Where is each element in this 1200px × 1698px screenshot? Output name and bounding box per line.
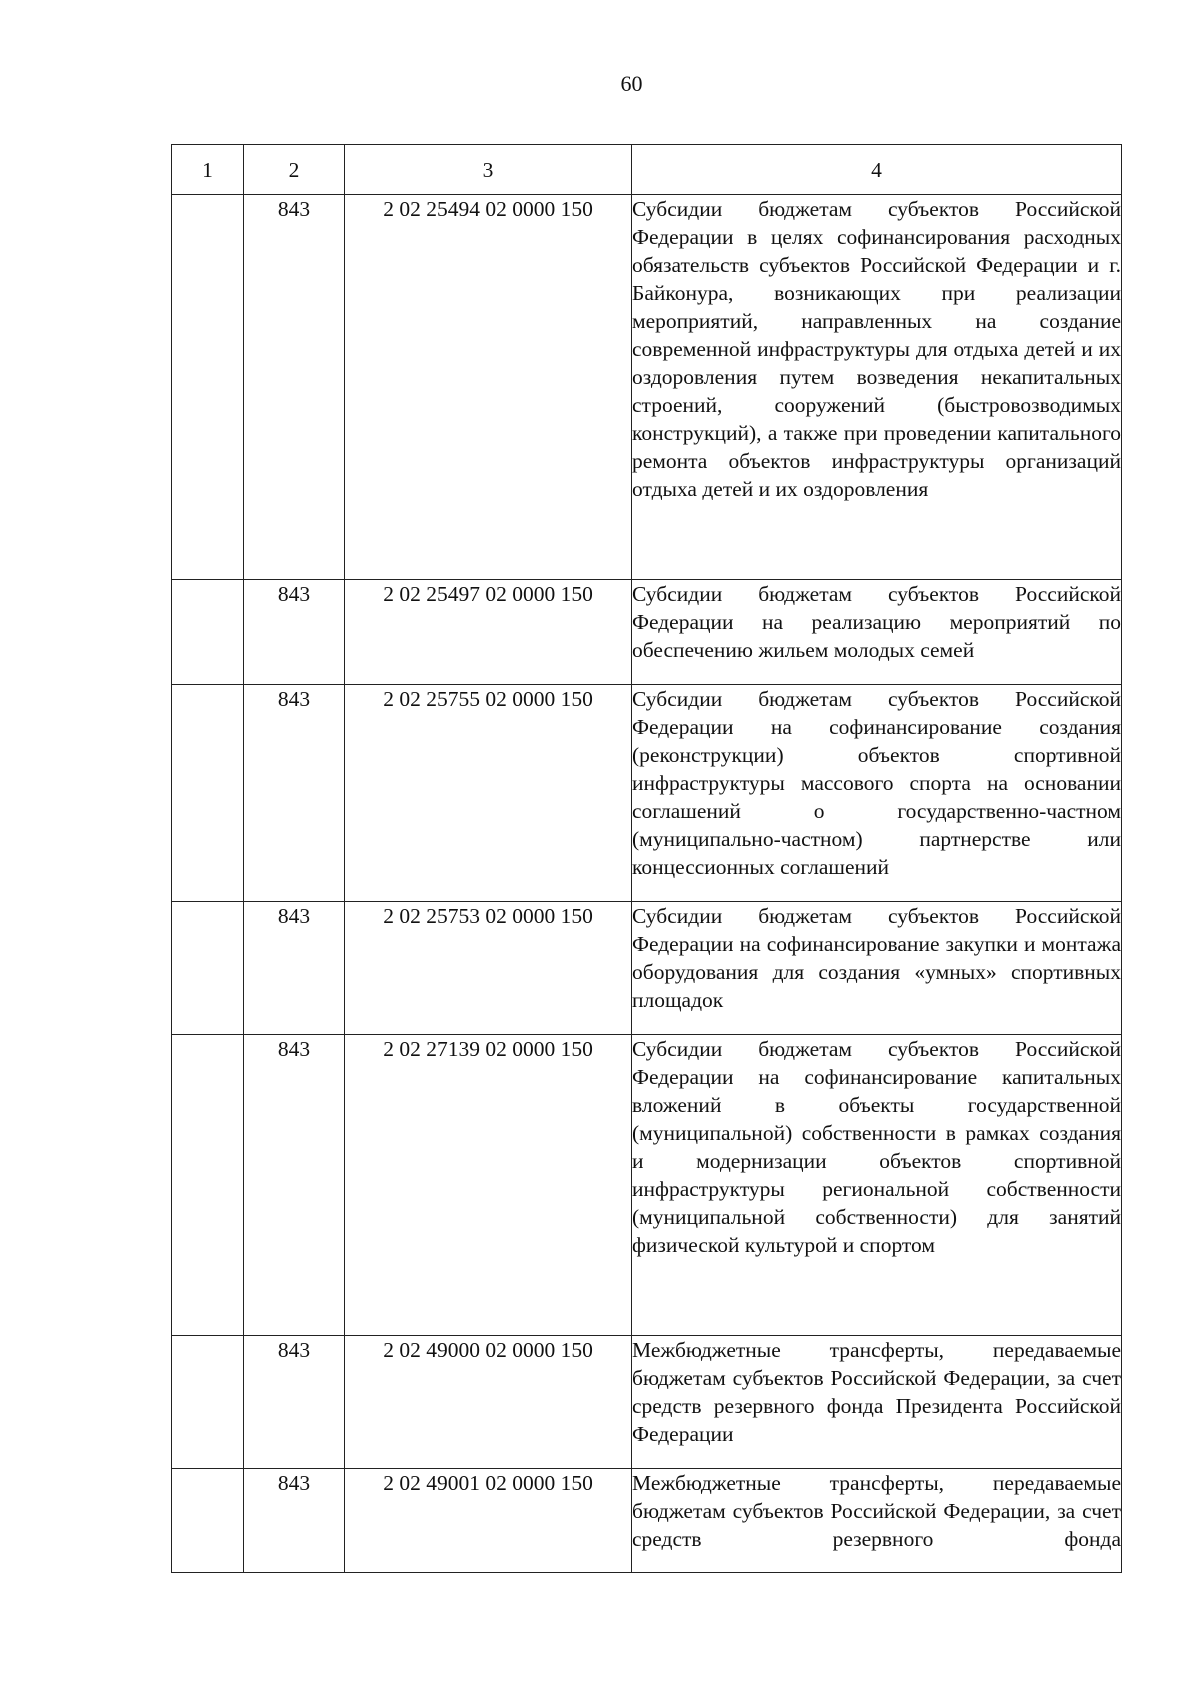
row-number-cell bbox=[172, 1035, 244, 1336]
row-number-cell bbox=[172, 1469, 244, 1573]
table-row bbox=[172, 580, 1122, 685]
income-description-cell: Субсидии бюджетам субъектов Российской Федерации на софинансирование создания (реконструкции) объектов спортивной инфраструктуры массового спорта на основании соглашений о государственно-частном (муниципально-частном) партнерстве или концессионных соглашений bbox=[632, 685, 1122, 902]
budget-classification-code-cell: 2 02 25497 02 0000 150 bbox=[345, 580, 632, 685]
table-row bbox=[172, 902, 1122, 1035]
column-header-1: 1 bbox=[172, 145, 244, 195]
table-row bbox=[172, 685, 1122, 902]
column-header-3: 3 bbox=[345, 145, 632, 195]
table-row bbox=[172, 195, 1122, 580]
row-number-cell bbox=[172, 902, 244, 1035]
table-header-row bbox=[172, 145, 1122, 195]
income-description-cell: Субсидии бюджетам субъектов Российской Федерации на софинансирование капитальных вложений в объекты государственной (муниципальной) собственности в рамках создания и модернизации объектов спортивной инфраструктуры региональной собственности (муниципальной собственности) для занятий физической культурой и спортом bbox=[632, 1035, 1122, 1336]
row-number-cell bbox=[172, 580, 244, 685]
admin-code-cell: 843 bbox=[244, 195, 345, 580]
page-number: 60 bbox=[620, 71, 643, 96]
income-description-cell: Межбюджетные трансферты, передаваемые бюджетам субъектов Российской Федерации, за счет средств резервного фонда Президента Российской Федерации bbox=[632, 1336, 1122, 1469]
row-number-cell bbox=[172, 1336, 244, 1469]
budget-classification-code-cell: 2 02 25753 02 0000 150 bbox=[345, 902, 632, 1035]
admin-code-cell: 843 bbox=[244, 580, 345, 685]
table-row bbox=[172, 1469, 1122, 1573]
income-description-cell: Субсидии бюджетам субъектов Российской Федерации в целях софинансирования расходных обязательств субъектов Российской Федерации и г. Байконура, возникающих при реализации мероприятий, направленных на создание современной инфраструктуры для отдыха детей и их оздоровления путем возведения некапитальных строений, сооружений (быстровозводимых конструкций), а также при проведении капитального ремонта объектов инфраструктуры организаций отдыха детей и их оздоровления bbox=[632, 195, 1122, 580]
budget-classification-code-cell: 2 02 49001 02 0000 150 bbox=[345, 1469, 632, 1573]
table-row bbox=[172, 1336, 1122, 1469]
admin-code-cell: 843 bbox=[244, 1469, 345, 1573]
income-description-cell: Межбюджетные трансферты, передаваемые бюджетам субъектов Российской Федерации, за счет средств резервного фонда bbox=[632, 1469, 1122, 1573]
budget-classification-code-cell: 2 02 25494 02 0000 150 bbox=[345, 195, 632, 580]
column-header-2: 2 bbox=[244, 145, 345, 195]
budget-codes-table bbox=[171, 144, 1122, 1573]
row-number-cell bbox=[172, 685, 244, 902]
income-description-cell: Субсидии бюджетам субъектов Российской Федерации на реализацию мероприятий по обеспечению жильем молодых семей bbox=[632, 580, 1122, 685]
budget-classification-code-cell: 2 02 49000 02 0000 150 bbox=[345, 1336, 632, 1469]
income-description-cell: Субсидии бюджетам субъектов Российской Федерации на софинансирование закупки и монтажа оборудования для создания «умных» спортивных площадок bbox=[632, 902, 1122, 1035]
admin-code-cell: 843 bbox=[244, 685, 345, 902]
table-row bbox=[172, 1035, 1122, 1336]
column-header-4: 4 bbox=[632, 145, 1122, 195]
budget-classification-code-cell: 2 02 25755 02 0000 150 bbox=[345, 685, 632, 902]
admin-code-cell: 843 bbox=[244, 1035, 345, 1336]
budget-classification-code-cell: 2 02 27139 02 0000 150 bbox=[345, 1035, 632, 1336]
admin-code-cell: 843 bbox=[244, 902, 345, 1035]
admin-code-cell: 843 bbox=[244, 1336, 345, 1469]
row-number-cell bbox=[172, 195, 244, 580]
